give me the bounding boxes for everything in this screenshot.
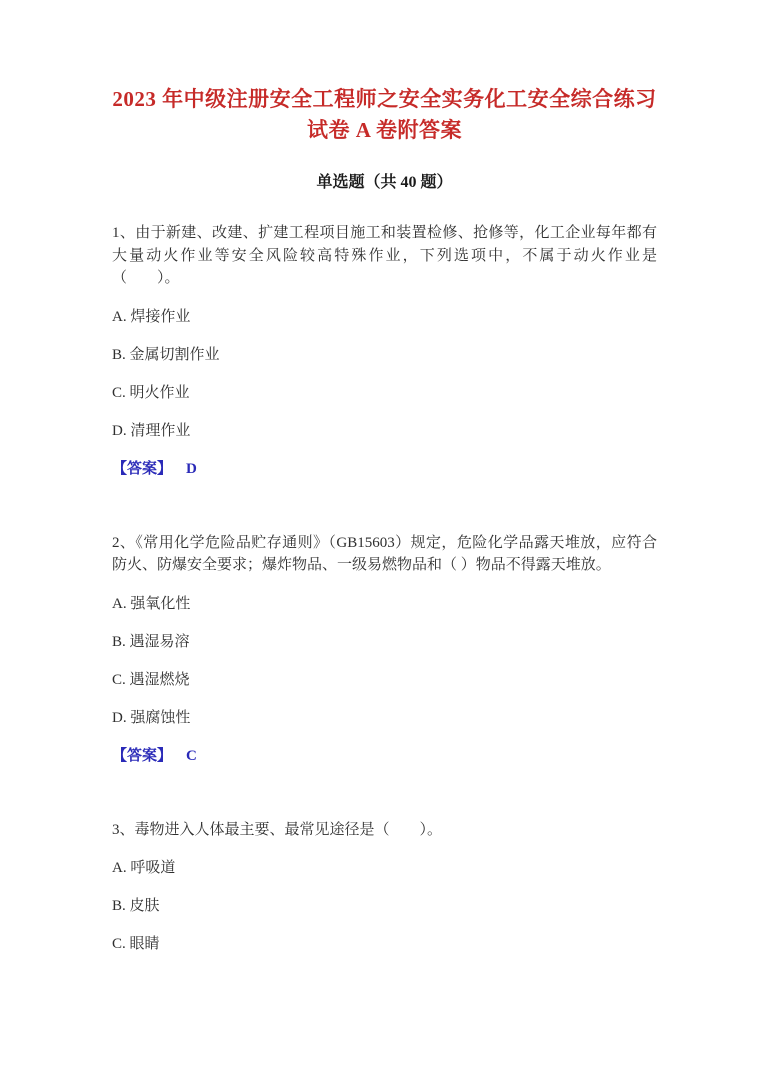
option-label: B xyxy=(112,633,123,650)
option-text: 遇湿燃烧 xyxy=(129,671,190,688)
option-label: A xyxy=(112,860,123,876)
answer-value: C xyxy=(186,747,197,764)
option-label: D xyxy=(112,422,123,439)
option-text: 焊接作业 xyxy=(130,308,191,325)
question-3-option-A: A. 呼吸道 xyxy=(112,860,176,876)
answer-value: D xyxy=(186,460,197,477)
questions-list xyxy=(112,222,657,955)
question-text: 1、由于新建、改建、扩建工程项目施工和装置检修、抢修等，化工企业每年都有大量动火作业等安全风险较高特殊作业，下列选项中，不属于动火作业是（ ）。 xyxy=(112,225,657,286)
question-block-2 xyxy=(112,532,657,767)
question-3-option-C: C. 眼睛 xyxy=(112,936,160,952)
question-1-option-D: D. 清理作业 xyxy=(112,422,191,439)
option-label: C xyxy=(112,936,123,952)
option-text: 遇湿易溶 xyxy=(129,633,190,650)
option-text: 呼吸道 xyxy=(130,860,176,876)
option-text: 眼睛 xyxy=(129,936,160,952)
question-1-option-B: B. 金属切割作业 xyxy=(112,346,220,363)
question-1-option-C: C. 明火作业 xyxy=(112,384,190,401)
option-label: D xyxy=(112,709,123,726)
option-label: C xyxy=(112,671,123,688)
question-block-1 xyxy=(112,222,657,480)
section-header: 单选题（共 40 题） xyxy=(316,174,453,191)
question-2-option-C: C. 遇湿燃烧 xyxy=(112,671,190,688)
option-text: 强氧化性 xyxy=(130,595,191,612)
answer-line xyxy=(112,458,657,480)
option-text: 明火作业 xyxy=(129,384,190,401)
question-1-option-A: A. 焊接作业 xyxy=(112,308,191,325)
option-text: 金属切割作业 xyxy=(129,346,220,363)
option-label: C xyxy=(112,384,123,401)
answer-line xyxy=(112,745,657,767)
option-label: B xyxy=(112,898,123,914)
question-block-3 xyxy=(112,819,657,956)
question-3-option-B: B. 皮肤 xyxy=(112,898,160,914)
option-label: A xyxy=(112,308,123,325)
option-text: 强腐蚀性 xyxy=(130,709,191,726)
answer-label: 【答案】 xyxy=(112,747,173,764)
option-text: 清理作业 xyxy=(130,422,191,439)
answer-label: 【答案】 xyxy=(112,460,173,477)
question-2-option-A: A. 强氧化性 xyxy=(112,595,191,612)
option-label: A xyxy=(112,595,123,612)
option-text: 皮肤 xyxy=(129,898,160,914)
question-2-option-B: B. 遇湿易溶 xyxy=(112,633,190,650)
question-2-option-D: D. 强腐蚀性 xyxy=(112,709,191,726)
question-text: 2、《常用化学危险品贮存通则》（GB15603）规定，危险化学品露天堆放，应符合防火、防爆安全要求；爆炸物品、一级易燃物品和（ ）物品不得露天堆放。 xyxy=(112,534,657,573)
question-text: 3、毒物进入人体最主要、最常见途径是（ ）。 xyxy=(112,821,443,838)
document-title: 2023 年中级注册安全工程师之安全实务化工安全综合练习试卷 A 卷附答案 xyxy=(112,87,657,142)
option-label: B xyxy=(112,346,123,363)
